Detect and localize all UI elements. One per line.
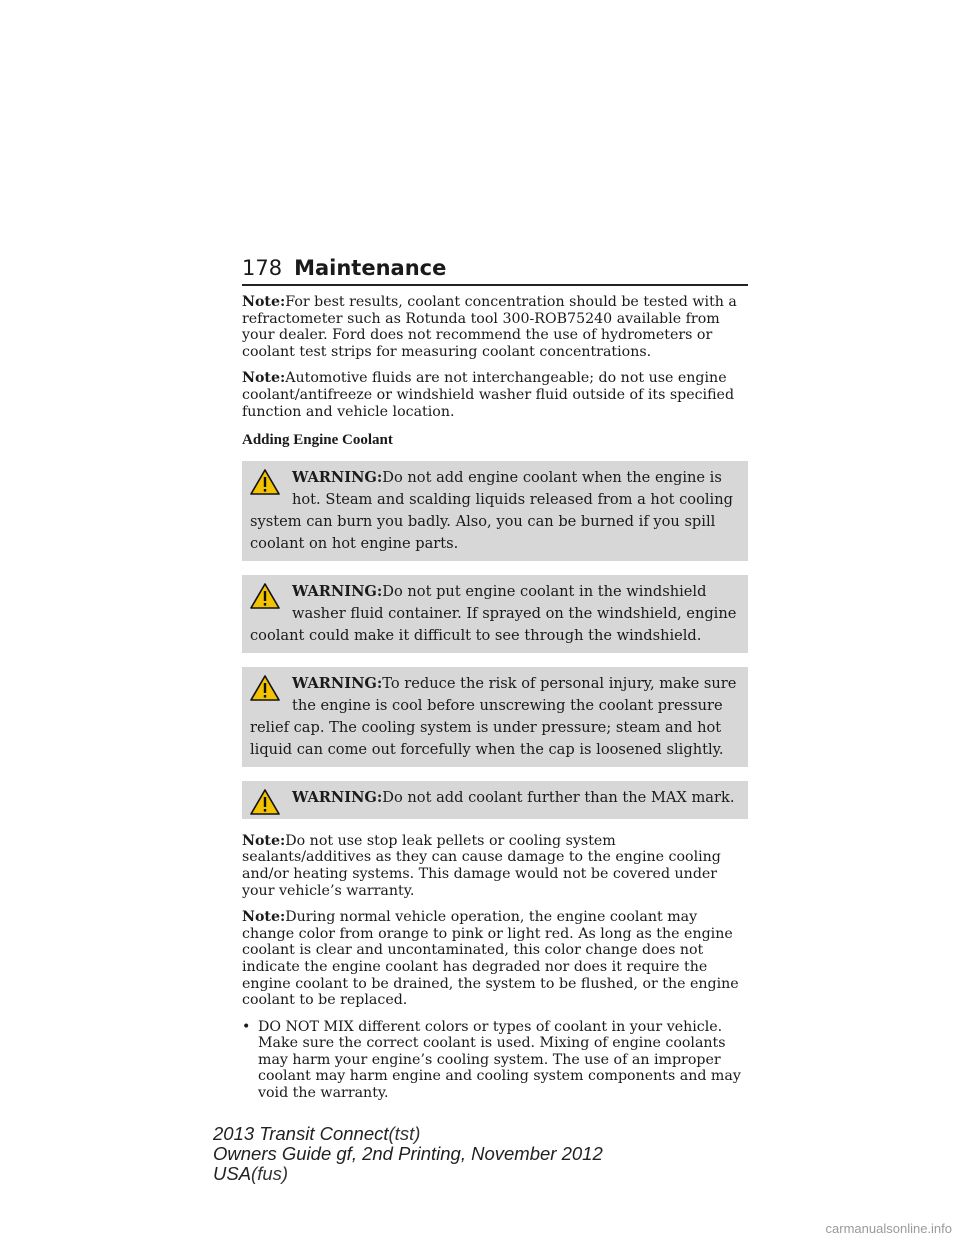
bullet-text: DO NOT MIX different colors or types of coolant in your vehicle. Make sure the correct coolant is used. Mixing of engine coolants may harm your engine’s cooling system. The use of an improper coolant may harm engine and cooling system components and may void the warranty. — [258, 1018, 741, 1102]
note-paragraph — [242, 909, 748, 1009]
document-footer — [213, 1124, 603, 1184]
warning-triangle-icon — [250, 675, 280, 701]
warning-text: Do not add engine coolant when the engine is hot. Steam and scalding liquids released from a hot cooling system can burn you badly. Also, you can be burned if you spill coolant on hot engine parts. — [250, 468, 733, 552]
warning-box — [242, 781, 748, 819]
note-text: Do not use stop leak pellets or cooling system sealants/additives as they can cause damage to the engine cooling and/or heating systems. This damage would not be covered under your vehicle’s warranty. — [242, 832, 721, 899]
note-text: Automotive fluids are not interchangeable; do not use engine coolant/antifreeze or windshield washer fluid outside of its specified function and vehicle location. — [242, 370, 735, 420]
note-label: Note: — [242, 832, 286, 849]
warning-label: WARNING: — [292, 468, 383, 486]
footer-model-code: (tst) — [388, 1123, 421, 1144]
footer-line-2: Owners Guide gf, 2nd Printing, November 2012 — [213, 1143, 603, 1164]
warning-box — [242, 575, 748, 653]
section-title: Maintenance — [294, 256, 447, 280]
note-paragraph — [242, 294, 748, 360]
warning-label: WARNING: — [292, 788, 383, 806]
warning-label: WARNING: — [292, 582, 383, 600]
note-paragraph — [242, 833, 748, 899]
subheading: Adding Engine Coolant — [242, 432, 393, 449]
warning-triangle-icon — [250, 789, 280, 815]
warning-triangle-icon — [250, 469, 280, 495]
warning-label: WARNING: — [292, 674, 383, 692]
note-label: Note: — [242, 909, 286, 926]
warning-box — [242, 667, 748, 767]
bullet-item — [242, 1019, 748, 1102]
bullet-symbol: • — [242, 1018, 251, 1035]
note-paragraph — [242, 370, 748, 420]
note-label: Note: — [242, 294, 286, 310]
warning-box — [242, 461, 748, 561]
footer-line-1 — [213, 1124, 603, 1144]
warning-text: Do not put engine coolant in the windshield washer fluid container. If sprayed on the windshield, engine coolant could make it difficult to see through the windshield. — [250, 582, 737, 644]
watermark: carmanualsonline.info — [825, 1221, 952, 1236]
note-label: Note: — [242, 370, 286, 387]
footer-market-code: (fus) — [251, 1163, 289, 1184]
page-number: 178 — [242, 256, 283, 280]
page-header — [242, 256, 748, 286]
page-content — [242, 294, 748, 1102]
footer-line-3 — [213, 1164, 603, 1184]
footer-model: 2013 Transit Connect — [213, 1123, 389, 1144]
warning-text: To reduce the risk of personal injury, make sure the engine is cool before unscrewing the coolant pressure relief cap. The cooling system is under pressure; steam and hot liquid can come out forcefully when the cap is loosened slightly. — [250, 674, 737, 758]
warning-triangle-icon — [250, 583, 280, 609]
note-text: During normal vehicle operation, the engine coolant may change color from orange to pink or light red. As long as the engine coolant is clear and uncontaminated, this color change does not indicate the engine coolant has degraded nor does it require the engine coolant to be drained, the system to be flushed, or the engine coolant to be replaced. — [242, 909, 739, 1009]
footer-market: USA — [213, 1163, 252, 1184]
warning-text: Do not add coolant further than the MAX mark. — [382, 788, 735, 806]
note-text: For best results, coolant concentration should be tested with a refractometer such as Rotunda tool 300-ROB75240 available from your dealer. Ford does not recommend the use of hydrometers or coolant test strips for measuring coolant concentrations. — [242, 294, 737, 360]
